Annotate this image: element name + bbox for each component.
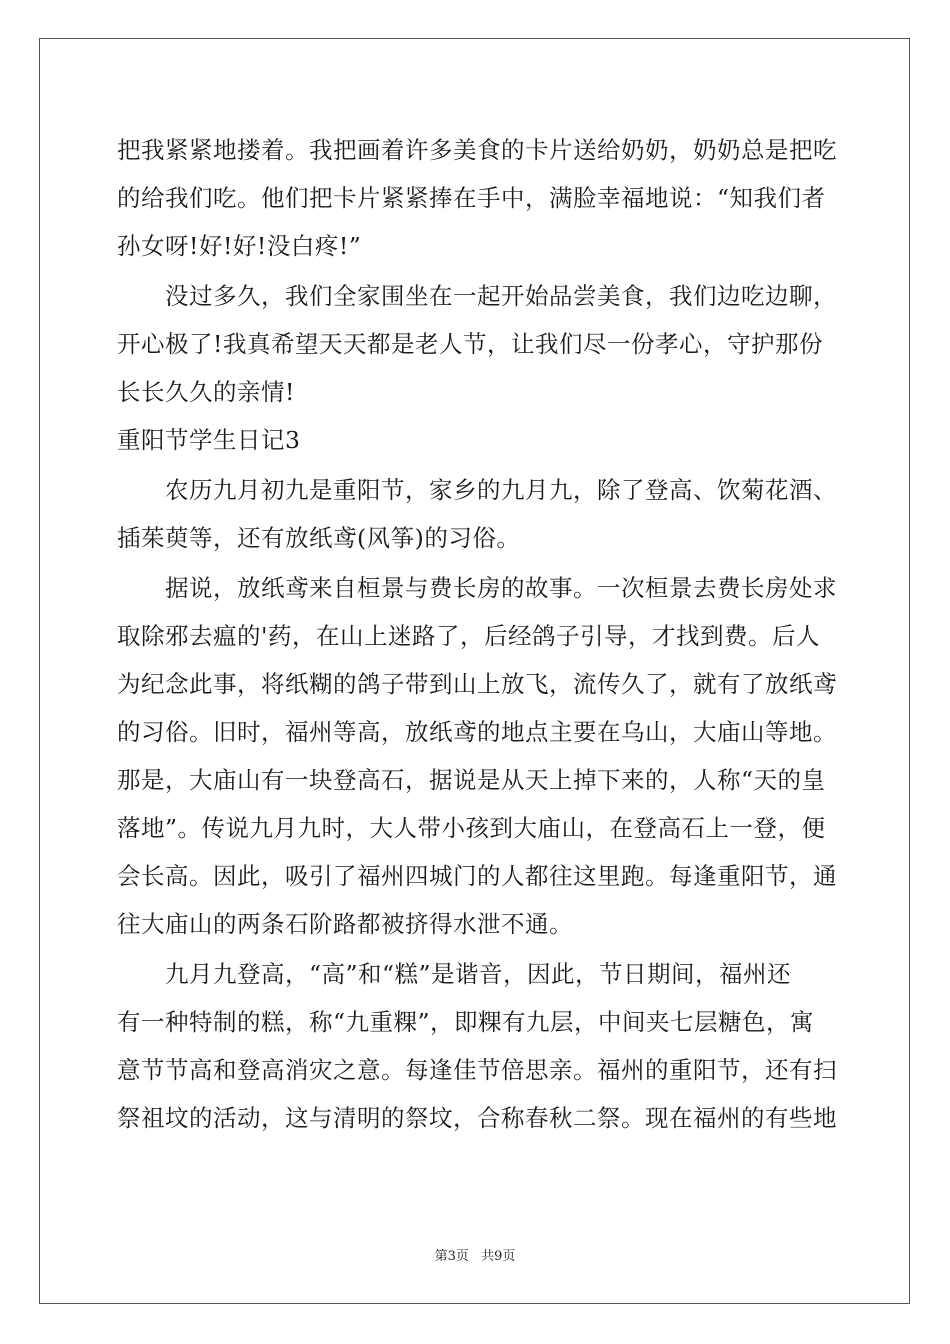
text-line: 插茱萸等，还有放纸鸢(风筝)的习俗。 [117,524,521,552]
text-line: 祭祖坟的活动，这与清明的祭坟，合称春秋二祭。现在福州的有些地 [117,1104,837,1132]
text-line: 落地”。传说九月九时，大人带小孩到大庙山，在登高石上一登，便 [117,814,826,842]
text-line: 会长高。因此，吸引了福州四城门的人都往这里跑。每逢重阳节，通 [117,862,837,890]
text-line: 孙女呀!好!好!没白疼!” [117,232,362,260]
page-total: 共9页 [481,1249,516,1264]
text-line: 九月九登高，“高”和“糕”是谐音，因此，节日期间，福州还 [117,960,792,988]
text-line: 据说，放纸鸢来自桓景与费长房的故事。一次桓景去费长房处求 [117,574,837,602]
page-number: 第3页 [434,1249,469,1264]
text-line: 往大庙山的两条石阶路都被挤得水泄不通。 [117,910,573,938]
text-line: 的给我们吃。他们把卡片紧紧捧在手中，满脸幸福地说：“知我们者 [117,184,826,212]
text-line: 取除邪去瘟的'药，在山上迷路了，后经鸽子引导，才找到费。后人 [117,622,820,650]
text-line: 长长久久的亲情! [117,378,295,406]
text-line: 有一种特制的糕，称“九重粿”，即粿有九层，中间夹七层糖色，寓 [117,1008,815,1036]
text-line: 意节节高和登高消灾之意。每逢佳节倍思亲。福州的重阳节，还有扫 [117,1056,837,1084]
text-line: 为纪念此事，将纸糊的鸽子带到山上放飞，流传久了，就有了放纸鸢 [117,670,837,698]
text-line: 农历九月初九是重阳节，家乡的九月九，除了登高、饮菊花酒、 [117,476,837,504]
section-heading: 重阳节学生日记3 [117,426,301,454]
page-footer [0,1248,950,1266]
text-line: 那是，大庙山有一块登高石，据说是从天上掉下来的，人称“天的皇 [117,766,826,794]
text-line: 的习俗。旧时，福州等高，放纸鸢的地点主要在乌山，大庙山等地。 [117,718,837,746]
text-line: 把我紧紧地搂着。我把画着许多美食的卡片送给奶奶，奶奶总是把吃 [117,136,837,164]
text-line: 开心极了!我真希望天天都是老人节，让我们尽一份孝心，守护那份 [117,330,823,358]
text-line: 没过多久，我们全家围坐在一起开始品尝美食，我们边吃边聊， [117,282,837,310]
